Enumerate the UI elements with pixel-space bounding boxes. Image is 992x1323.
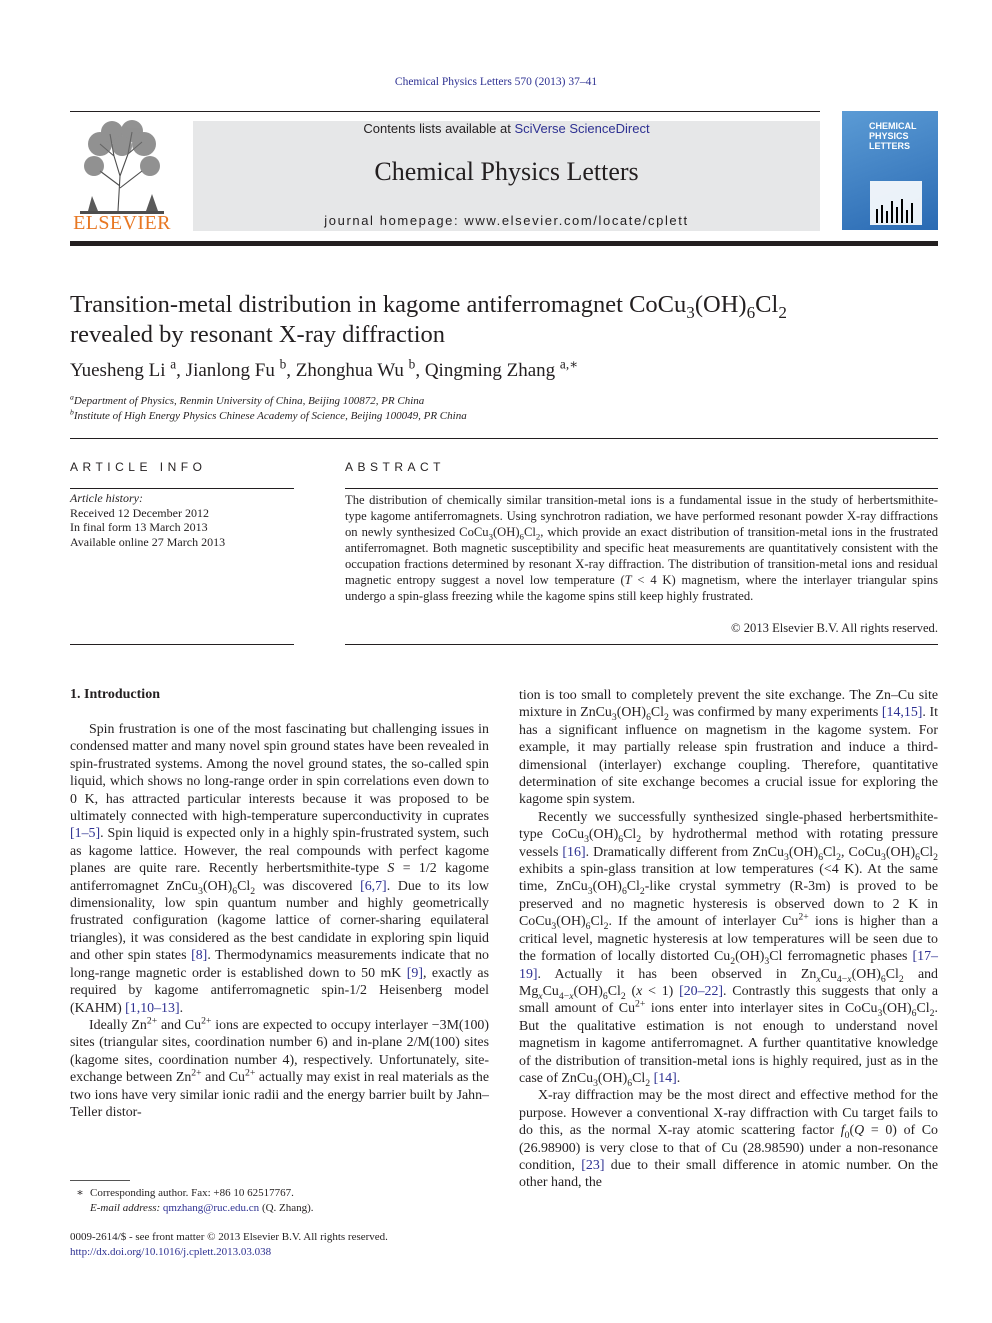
paragraph: Spin frustration is one of the most fascinating but challenging issues in condensed matter and many novel spin ground states have been revealed in spin-frustrated systems. Among the novel ground states, the so-called spin liquid, which shows no long-range order in spin correlations even down to 0 K, has attracted particular interests because it was proposed to be ultimately connected with high-temperature superconductivity in cuprates [1–5]. Spin liquid is expected only in a highly spin-frustrated system, such as kagome lattice. However, the real compounds with perfect kagome planes are quite rare. Recently herbertsmithite-type S = 1/2 kagome antiferromagnet $ZnCu_3(OH)_6Cl_2$ was discovered [6,7]. Due to its low dimensionality, low spin quantum number and highly geometrically frustrated configuration (kagome lattice of corner-sharing equilateral triangles), it was considered as the best candidate in exploring spin liquid and other spin states [8]. Thermodynamics measurements indicate that no long-range magnetic order is established down to 50 mK [9], exactly as required by kagome antiferromagnetic spin-1/2 Heisenberg model (KAHM) [1,10–13]. [70,722,489,1016]
article-info-rule-top [70,488,294,489]
abstract-heading: ABSTRACT [345,460,446,474]
paragraph: Recently we successfully synthesized single-phased herbertsmithite-type $CoCu_3(OH)_6Cl_2$ by hydrothermal method with rotating pressure vessels [16]. Dramatically different from $ZnCu_3(OH)_6Cl_2$, $CoCu_3(OH)_6Cl_2$ exhibits a spin-glass transition at low temperatures (<4 K). At the same time, $ZnCu_3(OH)_6Cl_2$-like crystal symmetry (R-3m) is proved to be preserved and no magnetic hysteresis is observed down to 2 K in $CoCu_3(OH)_6Cl_2$. If the amount of interlayer $Cu^{2+}$ ions is higher than a critical level, magnetic hysteresis at low temperatures will be seen due to the formation of locally distorted $Cu_2(OH)_3Cl$ ferromagnetic phases [17–19]. Actually it has been observed in $Zn_xCu_{4-x}(OH)_6Cl_2$ and $Mg_xCu_{4-x}(OH)_6Cl_2$ (x < 1) [20–22]. Contrastly this suggests that only a small amount of $Cu^{2+}$ ions enter into interlayer sites in $CoCu_3(OH)_6Cl_2$. But the qualitative estimation is not enough to understand novel magnetism in kagome antiferromagnet. A further quantitative knowledge of the distribution of transition-metal ions is highly required, just as in the case of $ZnCu_3(OH)_6Cl_2$ [14]. [519,809,939,1089]
journal-homepage[interactable]: journal homepage: www.elsevier.com/locate/cplett [324,213,689,228]
abstract-rule-bottom [345,644,938,645]
article-info-heading: ARTICLE INFO [70,460,207,474]
article-info-rule-bottom [70,644,294,645]
abstract-text: The distribution of chemically similar transition-metal ions is a fundamental issue in the study of herbertsmithite-type kagome antiferromagnets. Using synchrotron radiation, we have performed resonant powder X-ray diffractions on newly synthesized $CoCu_3(OH)_6Cl_2$, which provide an exact distribution of transition-metal ions in the frustrated antiferromagnet. Both magnetic susceptibility and specific heat measurements are quantitatively consistent with the occupation fractions determined by resonant X-ray diffraction. The distribution of transition-metal ions and residual magnetic entropy suggest a novel low temperature (T < 4 K) magnetism, where the interlayer triangular spins undergo a spin-glass freezing while the kagome spins still keep highly frustrated. [345,493,938,603]
affiliation-rule [70,438,938,439]
body-column-right [519,687,938,1192]
reference-link[interactable]: [6,7] [360,878,387,894]
journal-citation[interactable]: Chemical Physics Letters 570 (2013) 37–41 [394,76,598,88]
reference-link[interactable]: [9] [406,965,423,981]
reference-link[interactable]: [1,10–13] [125,1000,180,1016]
journal-title: Chemical Physics Letters [374,157,639,186]
reference-link[interactable]: [14,15] [881,705,923,721]
cover-title: CHEMICAL PHYSICS LETTERS [869,121,917,151]
corresponding-author-note: ∗ Corresponding author. Fax: +86 10 62517767. [76,1187,294,1199]
paragraph: tion is too small to completely prevent the site exchange. The Zn–Cu site mixture in $ZnCu_3(OH)_6Cl_2$ was confirmed by many experiments [14,15]. It has a significant influence on magnetism in the kagome system. For example, it may partially release spin frustration and induce a third-dimensional (interlayer) exchange coupling. Therefore, quantitative determination of site exchange becomes a crucial issue for exploring the kagome spin system. [519,688,938,808]
paragraph: Ideally $Zn^{2+}$ and $Cu^{2+}$ ions are expected to occupy interlayer −3M(100) sites (triangular sites, coordination number 6) and in-plane 2/M(100) sites (kagome sites, coordination number 4), respectively. Unfortunately, site-exchange between $Zn^{2+}$ and $Cu^{2+}$ actually may exist in real materials as the two ions have very similar ionic radii and the energy barrier built by Jahn–Teller distor- [70,1015,490,1120]
issn-line: 0009-2614/$ - see front matter © 2013 Elsevier B.V. All rights reserved. [70,1231,388,1243]
journal-cover-thumbnail[interactable] [842,111,938,230]
paragraph: X-ray diffraction may be the most direct and effective method for the purpose. However a conventional X-ray diffraction with Cu target fails to do this, as the normal X-ray atomic scattering factor $f_0(Q = 0)$ of Co (26.98900) is very close to that of Cu (28.98590) under a non-resonance condition, [23] due to their small difference in atomic number. On the other hand, the [519,1088,939,1191]
history-label: Article history: [70,491,143,505]
abstract-rule-top [345,488,938,489]
sciencedirect-link[interactable]: SciVerse ScienceDirect [514,121,650,136]
email-note: E-mail address: qmzhang@ruc.edu.cn (Q. Zhang). [90,1202,314,1214]
affiliation-b: $^b$Institute of High Energy Physics Chinese Academy of Science, Beijing 100049, PR China [70,407,467,422]
author-list: Yuesheng Li $^a$, Jianlong Fu $^b$, Zhonghua Wu $^b$, Qingming Zhang $^{a,∗}$ [70,356,579,381]
reference-link[interactable]: [8] [191,948,208,964]
reference-link[interactable]: [14] [653,1070,677,1086]
reference-link[interactable]: [23] [581,1157,605,1173]
elsevier-wordmark: ELSEVIER [73,212,171,234]
footnote-rule [70,1180,130,1181]
article-title: Transition-metal distribution in kagome antiferromagnet $CoCu_3(OH)_6Cl_2$ revealed by resonant X-ray diffraction [70,291,787,348]
reference-link[interactable]: [20–22] [679,983,724,999]
revised-date: In final form 13 March 2013 [70,520,208,534]
header-thick-rule [70,241,938,246]
online-date: Available online 27 March 2013 [70,534,226,549]
email-link[interactable]: qmzhang@ruc.edu.cn [162,1202,260,1214]
affiliation-a: $^a$Department of Physics, Renmin University of China, Beijing 100872, PR China [70,392,425,407]
reference-link[interactable]: [17–19] [519,949,938,982]
received-date: Received 12 December 2012 [70,505,209,520]
reference-link[interactable]: [16] [562,844,586,860]
reference-link[interactable]: [1–5] [70,826,101,842]
abstract-copyright: © 2013 Elsevier B.V. All rights reserved. [731,621,938,635]
contents-line: Contents lists available at SciVerse ScienceDirect [363,121,650,136]
cover-graphic [870,181,922,225]
article-history [70,491,294,549]
body-column-left [70,704,489,1121]
section-heading-introduction: 1. Introduction [70,687,160,702]
header-top-rule [70,111,820,112]
doi-link[interactable]: http://dx.doi.org/10.1016/j.cplett.2013.03.038 [70,1246,272,1258]
